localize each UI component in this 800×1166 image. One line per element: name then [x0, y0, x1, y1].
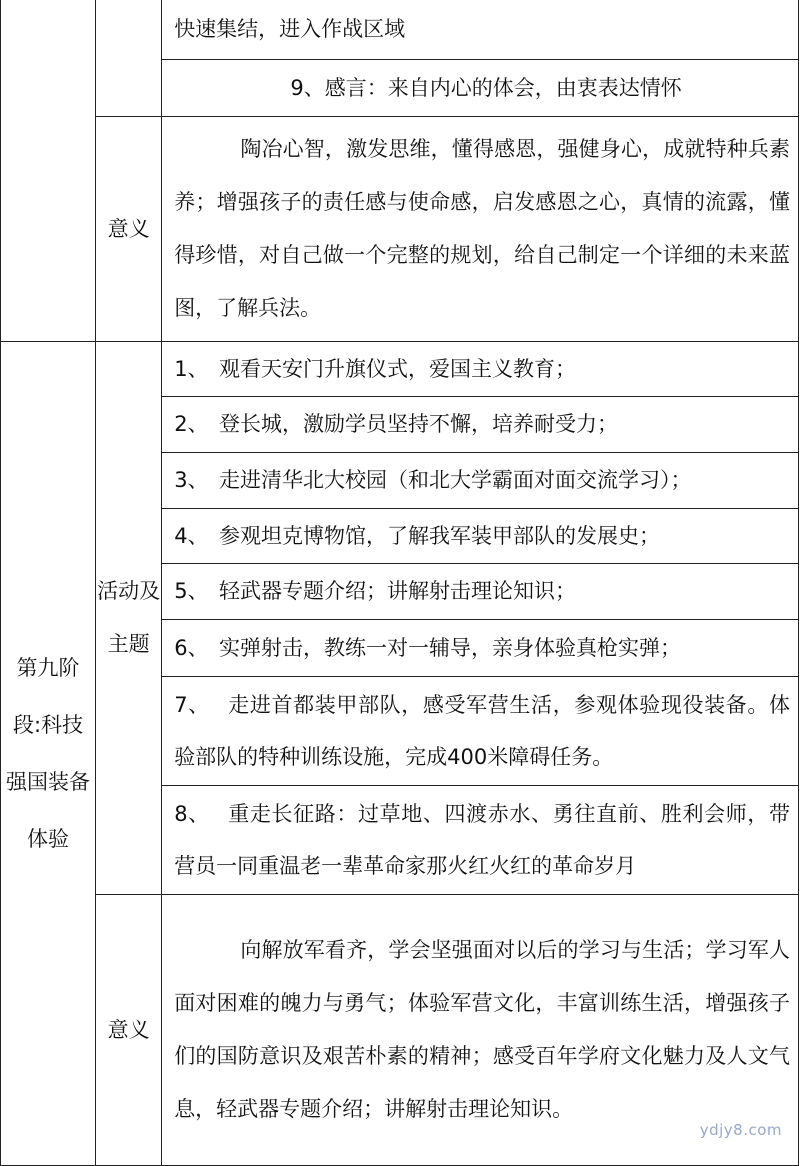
- activity-row: 2、 登长城，激励学员坚持不懈，培养耐受力；: [162, 397, 799, 453]
- watermark: ydjy8.com: [699, 1121, 782, 1139]
- activity-row: 1、 观看天安门升旗仪式，爱国主义教育；: [162, 342, 799, 397]
- activity-row: 6、 实弹射击，教练一对一辅导，亲身体验真枪实弹；: [162, 620, 799, 677]
- activity-row: 9、感言：来自内心的体会，由衷表达情怀: [162, 60, 799, 117]
- activity-row: 8、 重走长征路：过草地、四渡赤水、勇往直前、胜利会师，带营员一同重温老一辈革命家那火红火红的革命岁月: [162, 786, 799, 895]
- previous-stage-cell: [1, 0, 96, 342]
- activity-row: 快速集结，进入作战区域: [162, 0, 799, 60]
- activity-row: 7、 走进首都装甲部队，感受军营生活，参观体验现役装备。体验部队的特种训练设施，完成400米障碍任务。: [162, 677, 799, 786]
- previous-activity-label-cell: [96, 0, 162, 117]
- stage-label: 第九阶段:科技强国装备体验: [1, 342, 96, 1166]
- activity-row: 3、 走进清华北大校园（和北大学霸面对面交流学习）；: [162, 453, 799, 509]
- activity-label: 活动及主题: [96, 342, 162, 895]
- meaning-text: 向解放军看齐，学会坚强面对以后的学习与生活；学习军人面对困难的魄力与勇气；体验军营文化，丰富训练生活，增强孩子们的国防意识及艰苦朴素的精神；感受百年学府文化魅力及人文气息，轻武器专题介绍；讲解射击理论知识。: [162, 895, 799, 1166]
- activity-row: 5、 轻武器专题介绍；讲解射击理论知识；: [162, 564, 799, 620]
- activity-row: 4、 参观坦克博物馆，了解我军装甲部队的发展史；: [162, 509, 799, 564]
- meaning-label: 意义: [96, 895, 162, 1166]
- meaning-text: 陶冶心智，激发思维，懂得感恩，强健身心，成就特种兵素养；增强孩子的责任感与使命感，启发感恩之心，真情的流露，懂得珍惜，对自己做一个完整的规划，给自己制定一个详细的未来蓝图，了解兵法。: [162, 117, 799, 342]
- meaning-label: 意义: [96, 117, 162, 342]
